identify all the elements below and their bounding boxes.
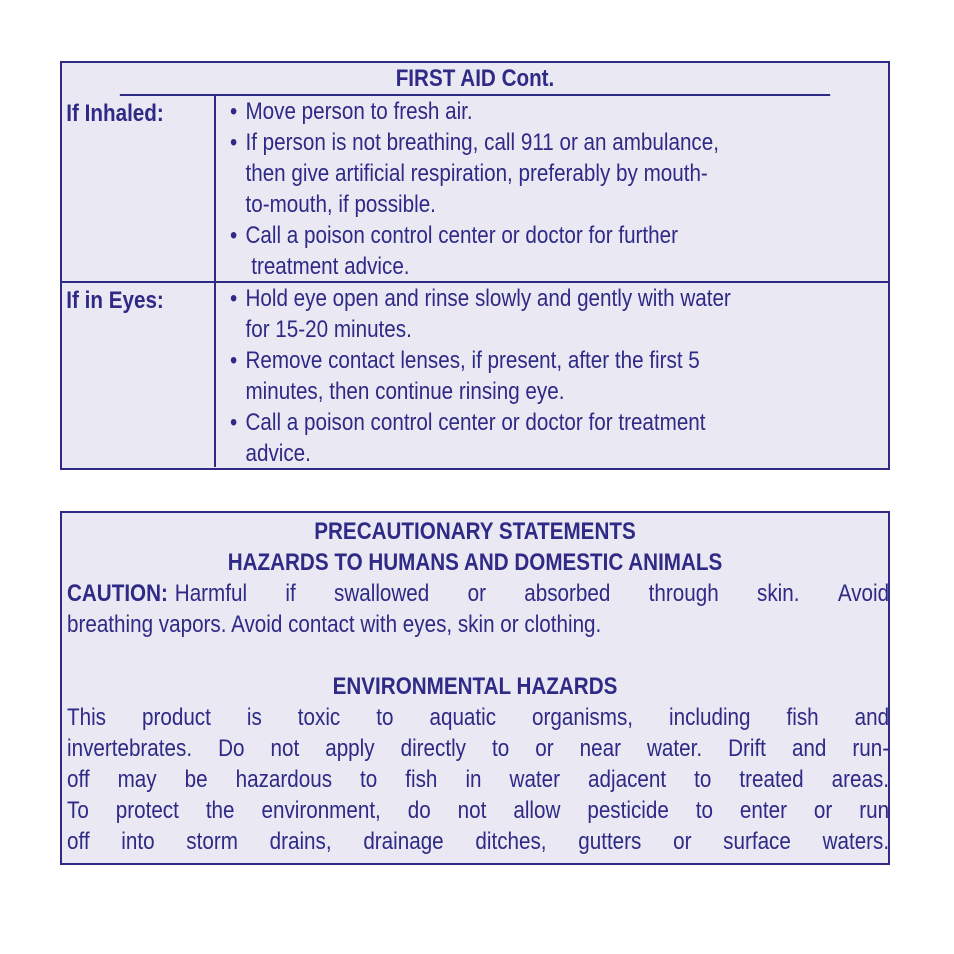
word: not — [457, 797, 487, 824]
word: fish — [405, 766, 438, 793]
env-line — [67, 733, 889, 764]
row-label-cell — [62, 96, 216, 281]
word: and — [854, 704, 890, 731]
first-aid-row-eyes — [62, 283, 888, 467]
word: to — [695, 797, 713, 824]
word: do — [407, 797, 431, 824]
word: through — [648, 580, 719, 607]
instruction-line: Remove contact lenses, if present, after the first 5 — [245, 347, 700, 374]
precautionary-statements-box — [60, 511, 890, 865]
instruction-item — [230, 407, 899, 469]
instruction-item — [230, 96, 899, 127]
word: or — [813, 797, 833, 824]
instruction-list-eyes — [230, 283, 888, 469]
instruction-line: Move person to fresh air. — [245, 98, 473, 125]
caution-text: breathing vapors. Avoid contact with eyes, skin or clothing. — [67, 611, 602, 638]
first-aid-row-inhaled — [62, 96, 888, 283]
first-aid-table — [60, 61, 890, 470]
word: Harmful — [174, 580, 248, 607]
word: skin. — [757, 580, 800, 607]
word: if — [285, 580, 296, 607]
word: directly — [400, 735, 466, 762]
word: This — [67, 704, 106, 731]
instruction-line: Call a poison control center or doctor for treatment — [245, 409, 706, 436]
word: including — [669, 704, 751, 731]
precautions-title: PRECAUTIONARY STATEMENTS — [314, 518, 636, 545]
word: and — [791, 735, 827, 762]
word: ditches, — [475, 828, 547, 855]
word: in — [465, 766, 482, 793]
word: treated — [739, 766, 804, 793]
word: storm — [186, 828, 238, 855]
row-label-cell — [62, 283, 216, 467]
instruction-item — [230, 345, 899, 407]
word: invertebrates. — [67, 735, 193, 762]
word: Do — [218, 735, 245, 762]
word: waters. — [822, 828, 890, 855]
word: water — [509, 766, 561, 793]
word: product — [142, 704, 211, 731]
word: To — [67, 797, 89, 824]
word: adjacent — [588, 766, 667, 793]
instruction-line: minutes, then continue rinsing eye. — [245, 378, 565, 405]
bullet: • — [230, 285, 238, 312]
environmental-hazards-heading: ENVIRONMENTAL HAZARDS — [332, 673, 618, 700]
word: or — [673, 828, 692, 855]
instruction-item — [230, 283, 899, 345]
spacer — [168, 578, 175, 609]
word: Avoid — [837, 580, 890, 607]
instruction-item — [230, 127, 899, 220]
word: surface — [723, 828, 791, 855]
instruction-line: Hold eye open and rinse slowly and gently with water — [245, 285, 731, 312]
word: protect — [115, 797, 179, 824]
env-text — [67, 826, 889, 857]
word: toxic — [297, 704, 341, 731]
caution-line — [67, 578, 889, 609]
instruction-line: then give artificial respiration, preferably by mouth- — [245, 160, 708, 187]
word: pesticide — [587, 797, 669, 824]
env-text — [67, 795, 889, 826]
word: near — [579, 735, 621, 762]
caution-label: CAUTION: — [67, 580, 168, 607]
word: water. — [646, 735, 703, 762]
word: hazardous — [235, 766, 333, 793]
instruction-line: advice. — [245, 440, 311, 467]
instruction-line: to-mouth, if possible. — [245, 191, 436, 218]
env-line — [67, 702, 889, 733]
env-line — [67, 795, 889, 826]
word: is — [246, 704, 262, 731]
hazards-humans-heading: HAZARDS TO HUMANS AND DOMESTIC ANIMALS — [227, 549, 723, 576]
env-text — [67, 764, 889, 795]
word: may — [117, 766, 157, 793]
word: apply — [325, 735, 375, 762]
word: be — [184, 766, 208, 793]
word: absorbed — [524, 580, 611, 607]
instruction-item — [230, 220, 899, 282]
env-text — [67, 702, 889, 733]
word: to — [694, 766, 712, 793]
row-label-inhaled: If Inhaled: — [66, 100, 164, 127]
instruction-list-inhaled — [230, 96, 888, 282]
instruction-line: If person is not breathing, call 911 or an ambulance, — [245, 129, 719, 156]
word: or — [535, 735, 554, 762]
bullet: • — [230, 347, 238, 374]
word: the — [205, 797, 235, 824]
word: enter — [739, 797, 787, 824]
word: aquatic — [429, 704, 497, 731]
environmental-paragraph — [62, 702, 888, 857]
word: allow — [513, 797, 561, 824]
word: or — [467, 580, 486, 607]
word: off — [67, 828, 90, 855]
bullet: • — [230, 222, 238, 249]
word: run- — [852, 735, 890, 762]
word: environment, — [261, 797, 381, 824]
word: run — [859, 797, 890, 824]
caution-line-1 — [67, 578, 889, 609]
word: drainage — [363, 828, 444, 855]
word: to — [360, 766, 378, 793]
env-line — [67, 826, 889, 857]
first-aid-title: FIRST AID Cont. — [120, 63, 830, 96]
word: gutters — [578, 828, 642, 855]
env-text — [67, 733, 889, 764]
bullet: • — [230, 98, 238, 125]
bullet: • — [230, 129, 238, 156]
caution-text — [175, 578, 889, 609]
bullet: • — [230, 409, 238, 436]
instruction-line: Call a poison control center or doctor for further — [245, 222, 678, 249]
instruction-line: for 15-20 minutes. — [245, 316, 412, 343]
instruction-line: treatment advice. — [245, 253, 410, 280]
word: Drift — [728, 735, 766, 762]
word: areas. — [831, 766, 890, 793]
word: off — [67, 766, 90, 793]
word: drains, — [269, 828, 332, 855]
caution-paragraph — [62, 578, 888, 640]
word: fish — [786, 704, 819, 731]
env-line — [67, 764, 889, 795]
word: to — [376, 704, 394, 731]
caution-line — [67, 609, 884, 640]
word: to — [492, 735, 510, 762]
word: not — [270, 735, 300, 762]
spacer — [62, 640, 888, 671]
word: into — [121, 828, 155, 855]
word: swallowed — [334, 580, 430, 607]
word: organisms, — [532, 704, 634, 731]
row-label-eyes: If in Eyes: — [66, 287, 164, 314]
